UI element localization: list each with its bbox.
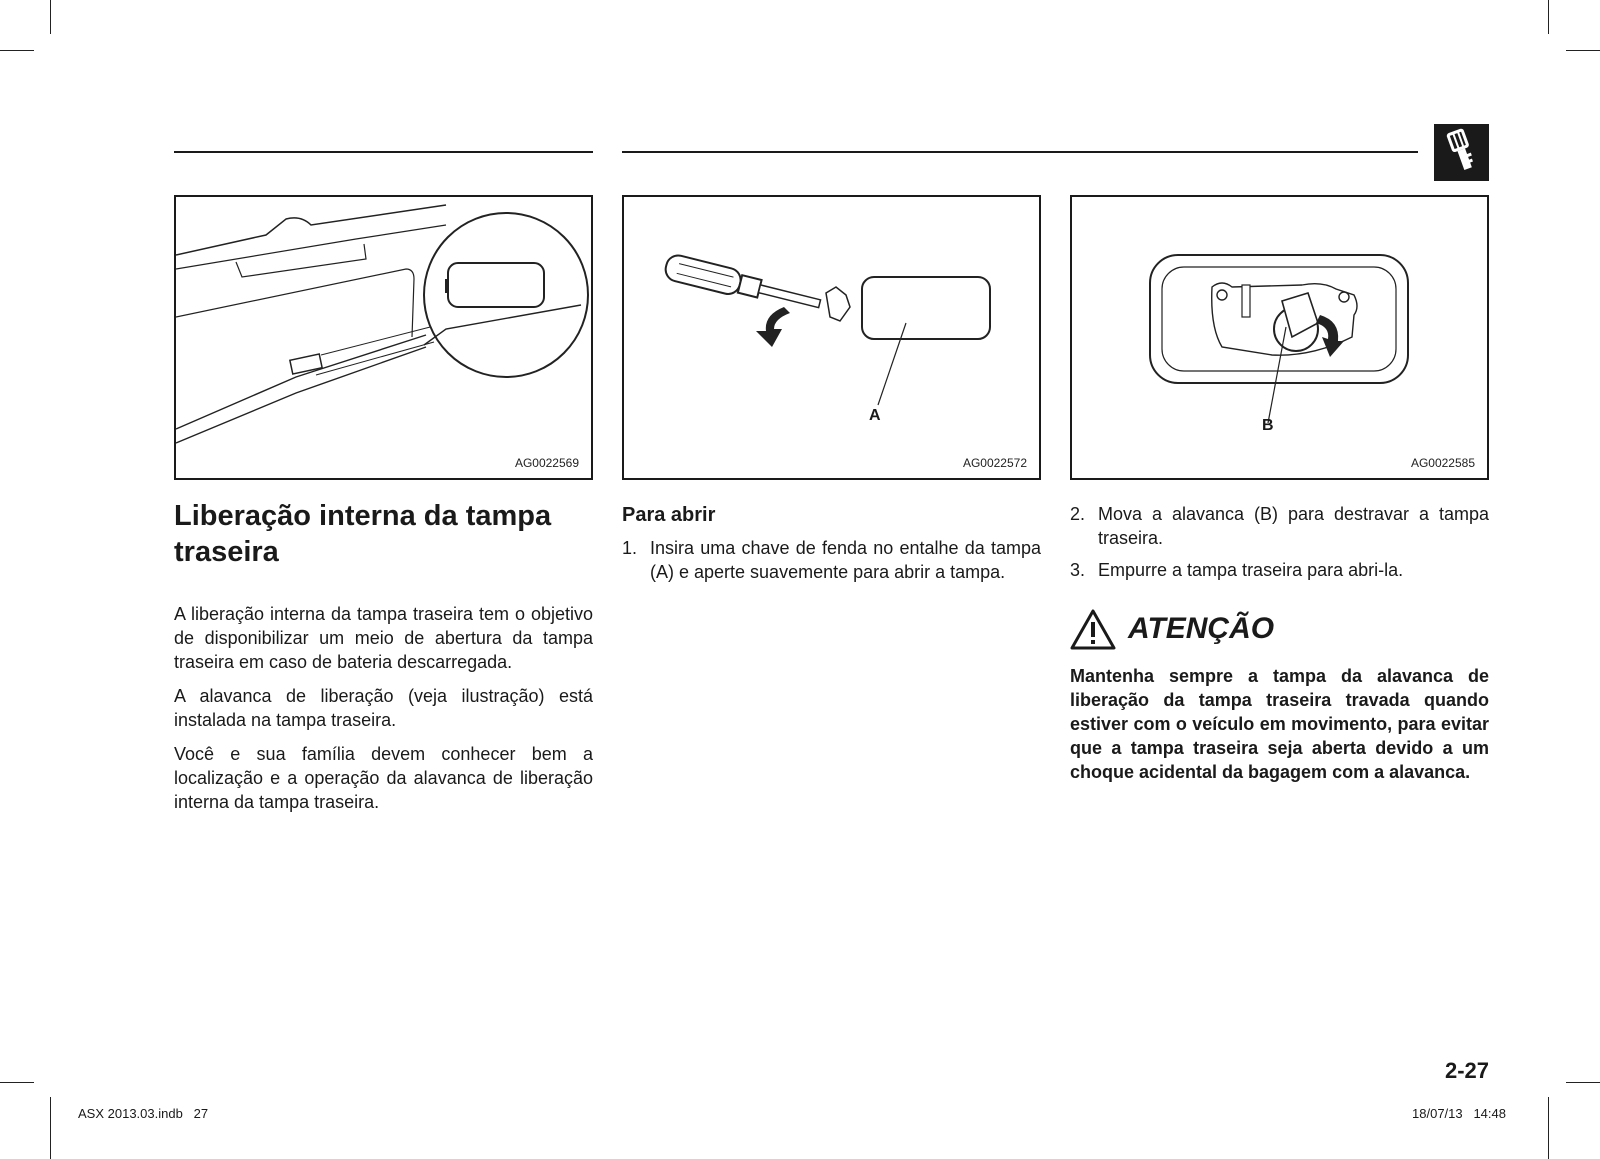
footer-date: 18/07/13 14:48 xyxy=(1412,1106,1506,1121)
step-text: Empurre a tampa traseira para abri-la. xyxy=(1098,560,1404,580)
step-text: Insira uma chave de fenda no entalhe da tampa (A) e aperte suavemente para abrir a tampa. xyxy=(650,538,1041,582)
figure-code: AG0022585 xyxy=(1410,456,1475,470)
figure-code: AG0022569 xyxy=(514,456,579,470)
screwdriver-illustration xyxy=(624,197,1039,478)
figure-liftgate-lever-location xyxy=(174,195,593,480)
steps-list xyxy=(622,536,1041,584)
crop-mark xyxy=(50,1097,51,1159)
crop-mark xyxy=(0,1082,34,1083)
open-heading: Para abrir xyxy=(622,504,716,526)
figure-screwdriver-cover xyxy=(622,195,1041,480)
step-number: 2. xyxy=(1070,504,1086,524)
crop-mark xyxy=(1548,1097,1549,1159)
crop-mark xyxy=(1566,50,1600,51)
key-icon xyxy=(1434,124,1489,181)
paragraph: A alavanca de liberação (veja ilustração) está instalada na tampa traseira. xyxy=(174,686,593,730)
page-number: 2-27 xyxy=(1444,1058,1489,1083)
callout-label-a: A xyxy=(869,407,881,424)
liftgate-illustration xyxy=(176,197,591,478)
footer-file: ASX 2013.03.indb 27 xyxy=(78,1106,209,1121)
step-number: 3. xyxy=(1070,560,1086,580)
section-title: Liberação interna da tampa traseira xyxy=(174,500,552,568)
column-left xyxy=(174,498,593,824)
column-right xyxy=(1070,502,1489,784)
paragraph: Você e sua família devem conhecer bem a localização e a operação da alavanca de liberação interna da tampa traseira. xyxy=(174,744,593,812)
list-item xyxy=(622,536,1041,584)
figure-release-lever xyxy=(1070,195,1489,480)
header-rule-left xyxy=(174,151,593,153)
step-number: 1. xyxy=(622,538,638,558)
crop-mark xyxy=(1548,0,1549,34)
list-item xyxy=(1070,558,1489,582)
warning-text: Mantenha sempre a tampa da alavanca de liberação da tampa traseira travada quando estiver com o veículo em movimento, para evitar que a tampa traseira seja aberta devido a um choque acidental da bagagem com a alavanca. xyxy=(1070,666,1489,782)
warning-title: ATENÇÃO xyxy=(1128,612,1275,645)
step-text: Mova a alavanca (B) para destravar a tampa traseira. xyxy=(1098,504,1489,548)
steps-list xyxy=(1070,502,1489,582)
list-item xyxy=(1070,502,1489,550)
lever-illustration xyxy=(1072,197,1487,478)
paragraph: A liberação interna da tampa traseira tem o objetivo de disponibilizar um meio de abertura da tampa traseira em caso de bateria descarregada. xyxy=(174,604,593,672)
callout-label-b: B xyxy=(1262,417,1274,434)
crop-mark xyxy=(1566,1082,1600,1083)
crop-mark xyxy=(0,50,34,51)
header-rule-right xyxy=(622,151,1418,153)
warning-icon xyxy=(1070,608,1116,650)
crop-mark xyxy=(50,0,51,34)
figure-code: AG0022572 xyxy=(962,456,1027,470)
warning-header xyxy=(1070,608,1489,650)
column-middle xyxy=(622,502,1041,592)
